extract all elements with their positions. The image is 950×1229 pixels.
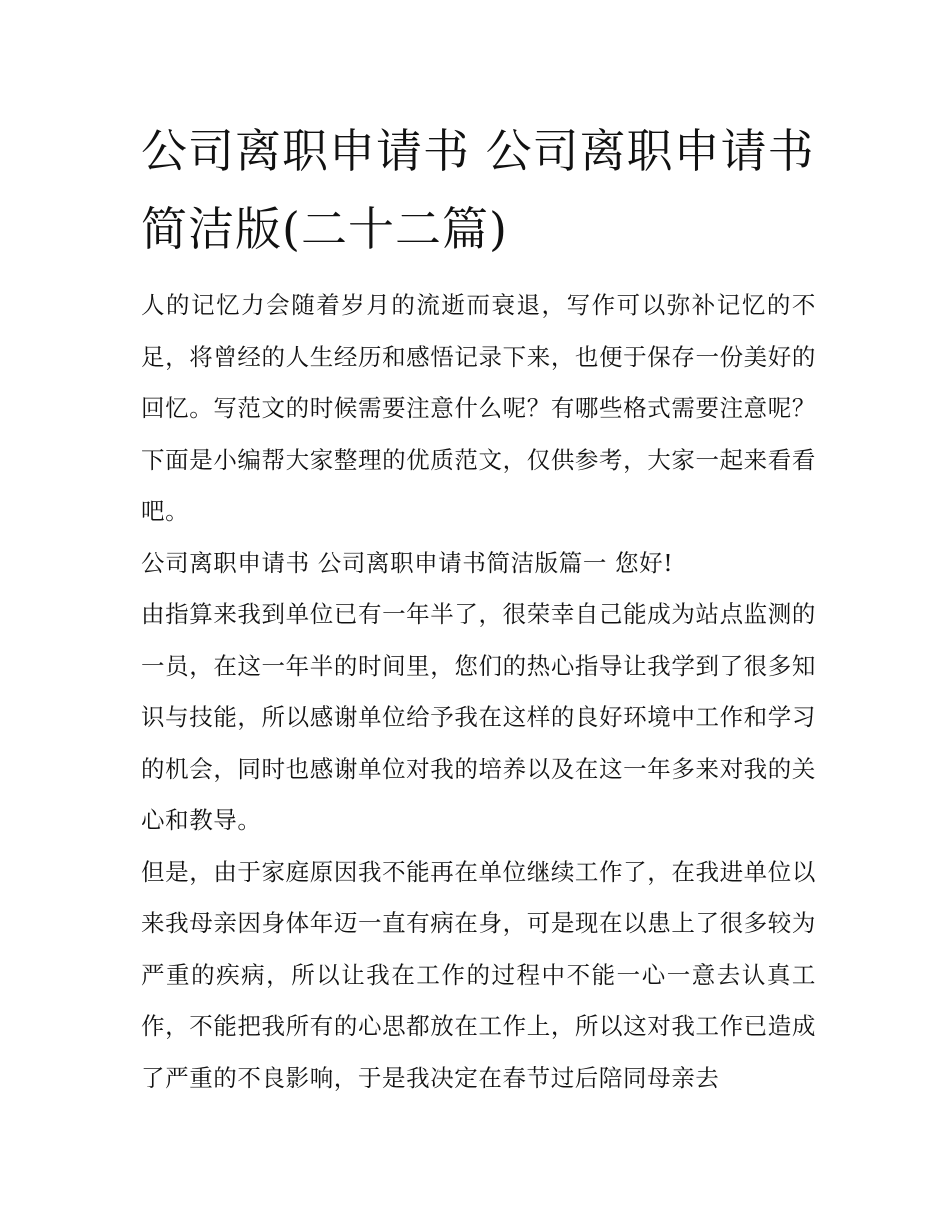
- paragraph-intro: 人的记忆力会随着岁月的流逝而衰退，写作可以弥补记忆的不足，将曾经的人生经历和感悟记录下来，也便于保存一份美好的回忆。写范文的时候需要注意什么呢？有哪些格式需要注意呢？下面是小编帮大家整理的优质范文，仅供参考，大家一起来看看吧。: [141, 291, 816, 525]
- paragraph-heading-line: 公司离职申请书 公司离职申请书简洁版篇一 您好!: [141, 548, 674, 577]
- document-page: [141, 112, 816, 1104]
- document-body: [141, 280, 816, 1104]
- document-title: 公司离职申请书 公司离职申请书简洁版(二十二篇): [141, 124, 815, 256]
- paragraph-reason: 但是，由于家庭原因我不能再在单位继续工作了，在我进单位以来我母亲因身体年迈一直有病在身，可是现在以患上了很多较为严重的疾病，所以让我在工作的过程中不能一心一意去认真工作，不能把我所有的心思都放在工作上，所以这对我工作已造成了严重的不良影响，于是我决定在春节过后陪同母亲去: [141, 857, 816, 1092]
- paragraph-gratitude: 由指算来我到单位已有一年半了，很荣幸自己能成为站点监测的一员，在这一年半的时间里，您们的热心指导让我学到了很多知识与技能，所以感谢单位给予我在这样的良好环境中工作和学习的机会，同时也感谢单位对我的培养以及在这一年多来对我的关心和教导。: [141, 600, 816, 834]
